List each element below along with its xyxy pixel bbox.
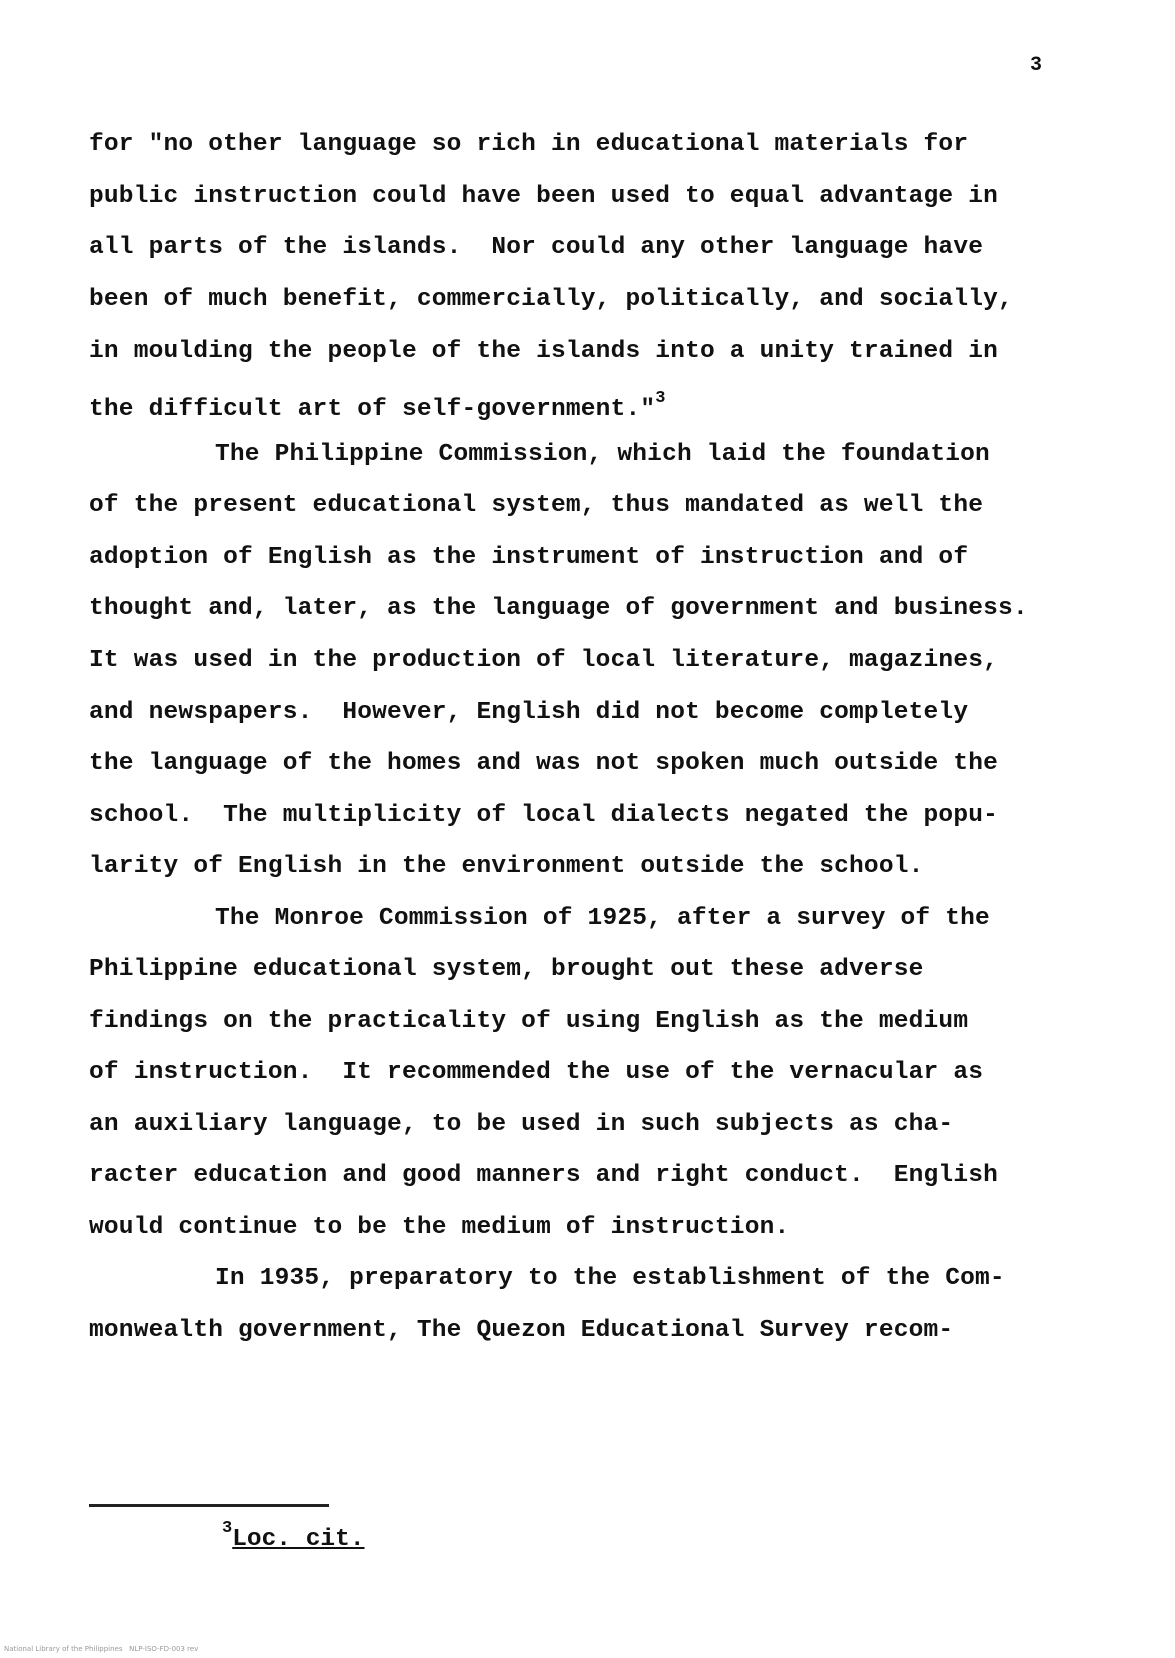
text-line: of the present educational system, thus mandated as well the xyxy=(89,492,984,519)
text-line: racter education and good manners and right conduct. English xyxy=(89,1162,999,1189)
text-line: thought and, later, as the language of government and business. xyxy=(89,595,1028,622)
text-line: larity of English in the environment outside the school. xyxy=(89,853,924,880)
text-line: It was used in the production of local literature, magazines, xyxy=(89,647,999,674)
text-line: In 1935, preparatory to the establishment of the Com- xyxy=(215,1265,1005,1292)
text-line: Philippine educational system, brought out these adverse xyxy=(89,956,924,983)
text-line: for "no other language so rich in educational materials for xyxy=(89,131,969,158)
footnote xyxy=(222,1518,365,1555)
text-line: and newspapers. However, English did not become completely xyxy=(89,699,969,726)
text-line: school. The multiplicity of local dialects negated the popu- xyxy=(89,802,999,829)
footnote-text: Loc. cit. xyxy=(232,1526,365,1554)
page-number: 3 xyxy=(1030,54,1043,77)
text-line: the difficult art of self-government." xyxy=(89,396,656,424)
text-line: adoption of English as the instrument of instruction and of xyxy=(89,544,969,571)
text-line: of instruction. It recommended the use of the vernacular as xyxy=(89,1059,984,1086)
text-line: The Philippine Commission, which laid the foundation xyxy=(215,441,990,468)
text-line: findings on the practicality of using English as the medium xyxy=(89,1008,969,1035)
text-line: an auxiliary language, to be used in such subjects as cha- xyxy=(89,1111,954,1138)
text-line: monwealth government, The Quezon Educational Survey recom- xyxy=(89,1317,954,1344)
text-line-with-footnote-ref xyxy=(89,388,666,425)
text-line: all parts of the islands. Nor could any other language have xyxy=(89,234,984,261)
text-line: the language of the homes and was not spoken much outside the xyxy=(89,750,999,777)
footnote-reference: 3 xyxy=(655,389,666,408)
footnote-divider xyxy=(89,1504,329,1507)
footnote-marker: 3 xyxy=(222,1519,233,1538)
text-line: in moulding the people of the islands into a unity trained in xyxy=(89,338,999,365)
scan-footer-meta: National Library of the Philippines NLP-ISO-FD-003 rev xyxy=(4,1645,199,1653)
text-line: would continue to be the medium of instruction. xyxy=(89,1214,790,1241)
text-line: The Monroe Commission of 1925, after a survey of the xyxy=(215,905,990,932)
text-line: been of much benefit, commercially, politically, and socially, xyxy=(89,286,1013,313)
text-line: public instruction could have been used to equal advantage in xyxy=(89,183,999,210)
